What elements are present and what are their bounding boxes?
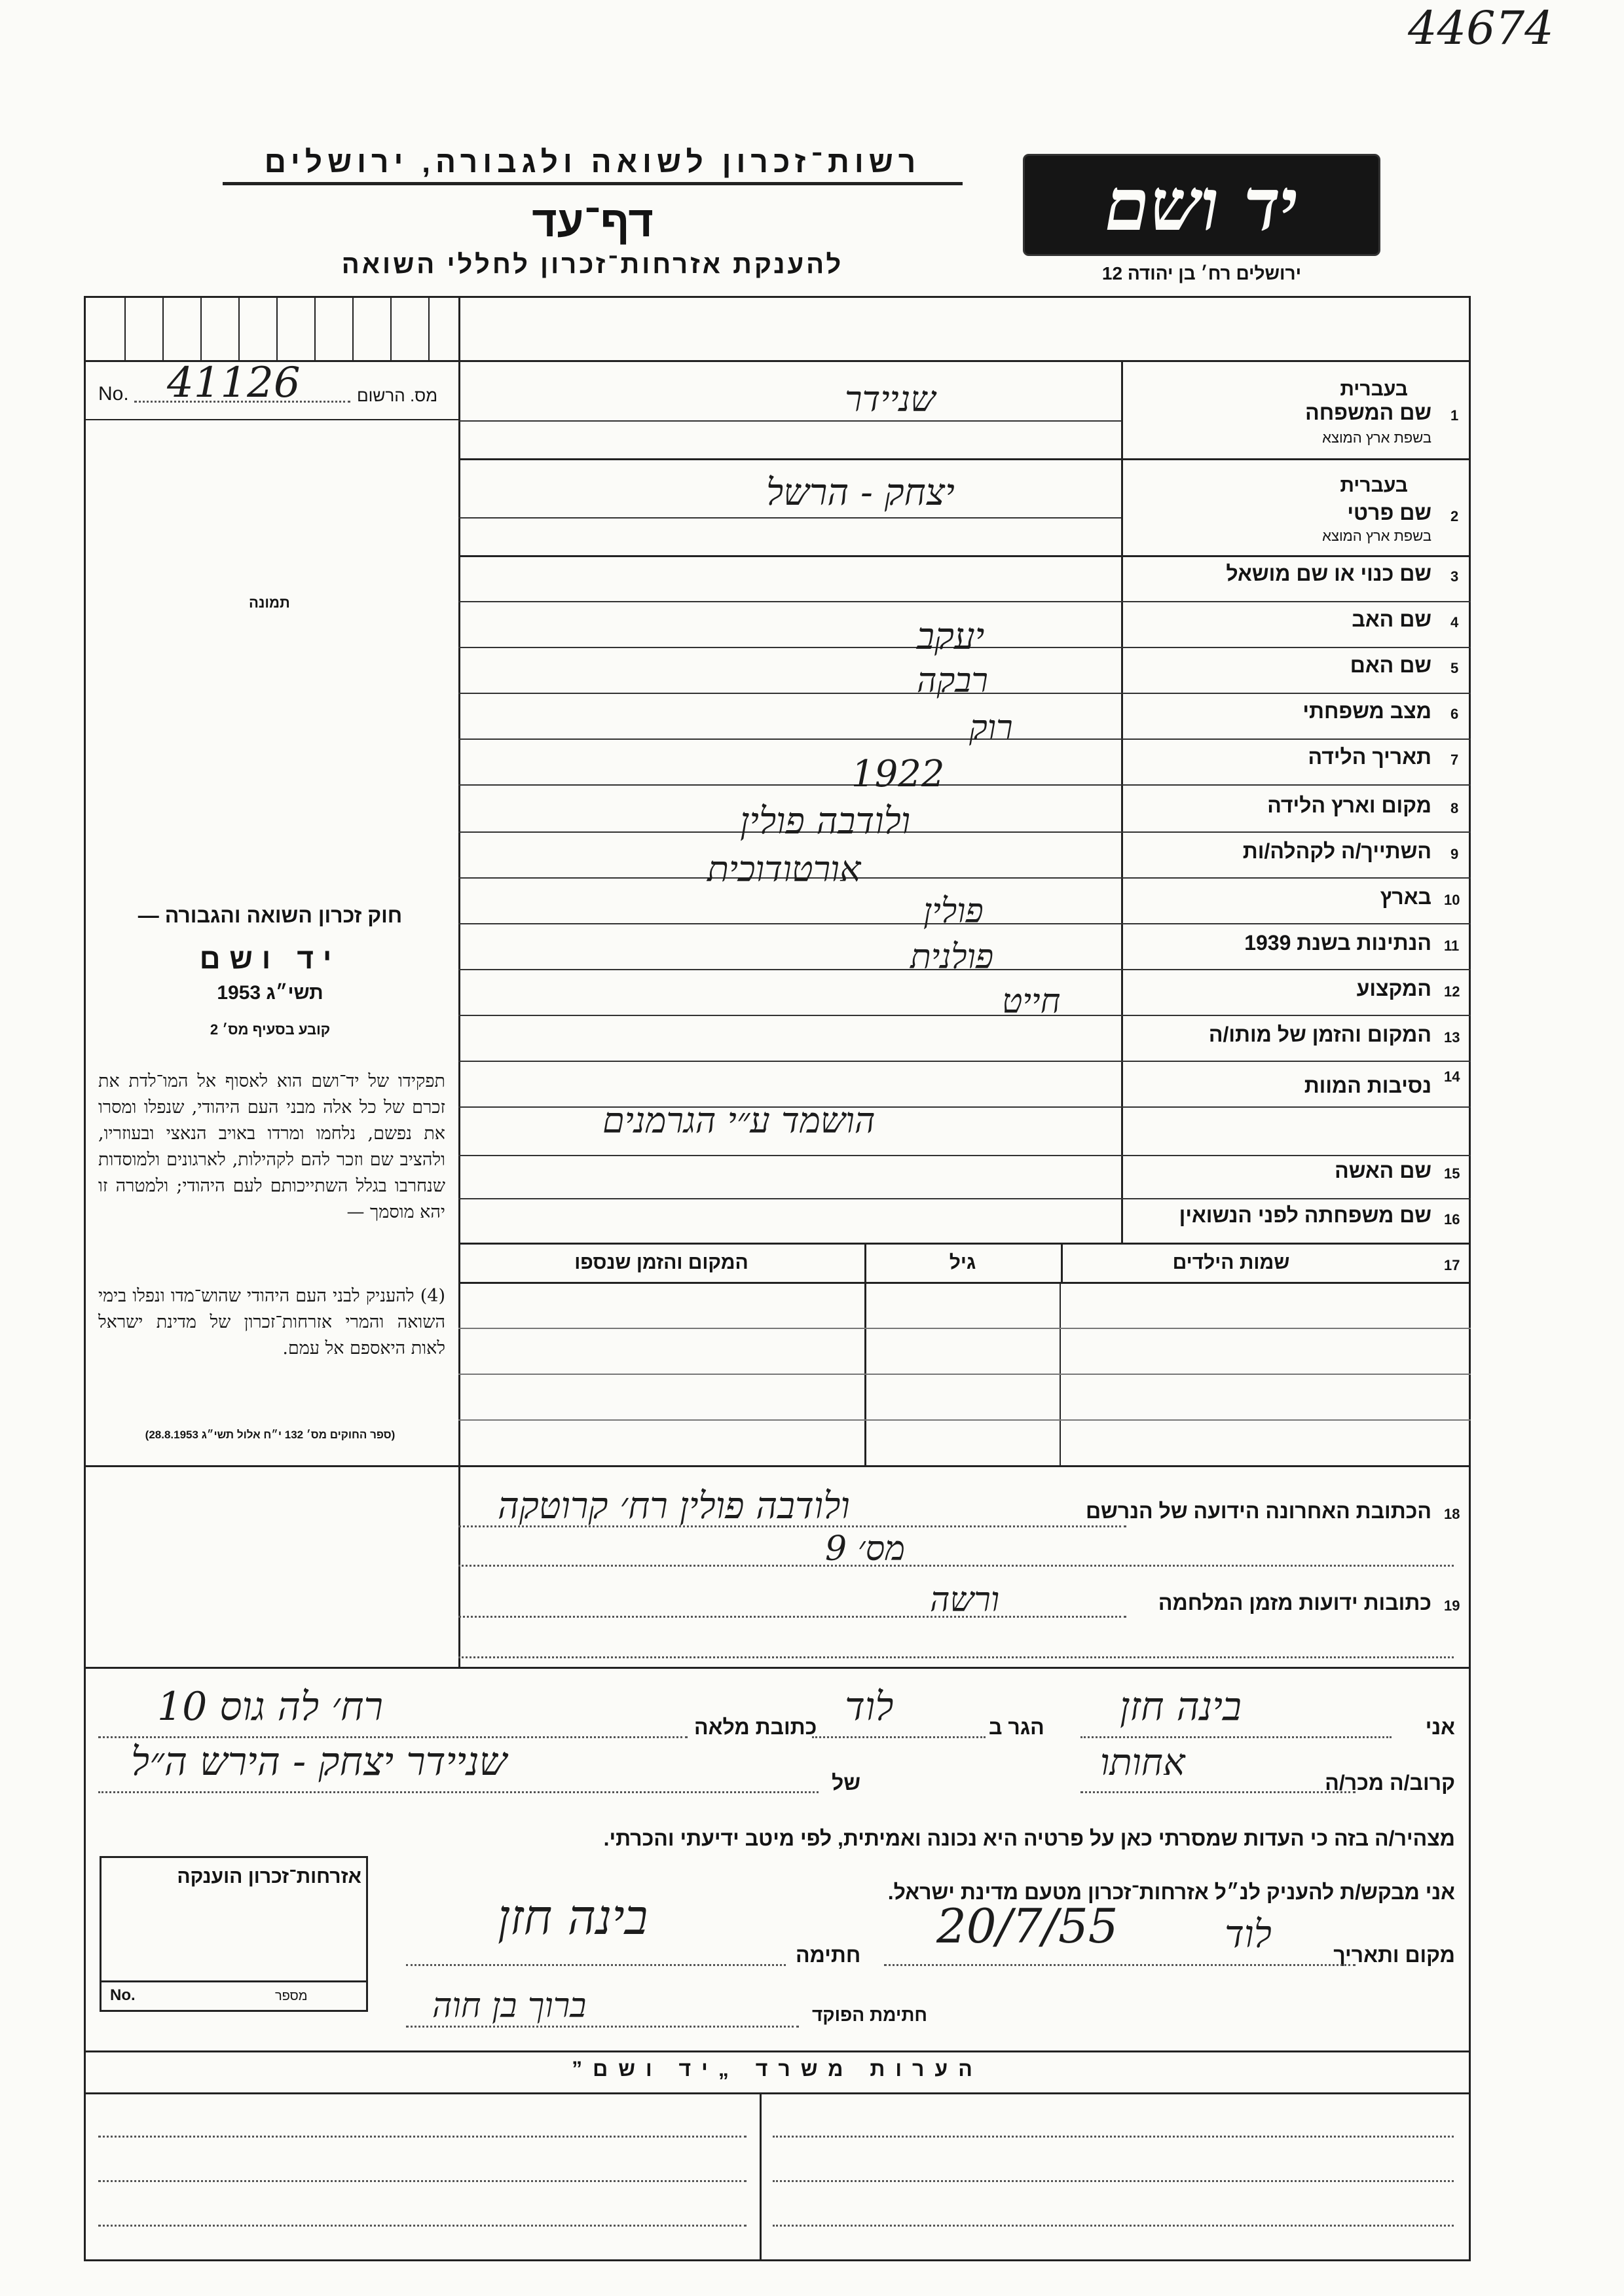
children-col-names: שמות הילדים — [1172, 1252, 1290, 1273]
declarant-relation: אחותו — [1100, 1741, 1185, 1784]
field-18-number: 18 — [1444, 1506, 1460, 1522]
field-7-value: 1922 — [851, 753, 945, 795]
field-10-label: בארץ — [1380, 885, 1431, 909]
children-number: 17 — [1444, 1257, 1460, 1273]
field-10-value: פולין — [923, 892, 984, 931]
field-19-label: כתובות ידועות מזמן המלחמה — [1158, 1591, 1431, 1614]
citizenship-number-label: מספר — [275, 1989, 308, 2003]
field-2-number: 2 — [1450, 508, 1459, 524]
place-date-label: מקום ותאריך — [1333, 1943, 1455, 1967]
field-13-number: 13 — [1444, 1029, 1460, 1046]
declaration-request: אני מבקש/ת להעניק לנ״ל אזרחות־זכרון מטעם מדינת ישראל. — [887, 1880, 1455, 1904]
field-18-value: ולודבה פולין רח׳ קרוטקה — [498, 1485, 850, 1527]
logo-address: ירושלים רח׳ בן יהודה 12 — [1101, 263, 1302, 283]
law-citation: (ספר החוקים מס׳ 132 י״ח אלול תשי״ג 28.8.1953) — [145, 1429, 396, 1441]
field-7-number: 7 — [1450, 752, 1459, 768]
field-4-value: יעקב — [917, 615, 985, 658]
field-14-number: 14 — [1444, 1068, 1460, 1085]
field-2-label: שם פרטי — [1347, 501, 1431, 524]
field-11-label: הנתינות בשנת 1939 — [1244, 931, 1431, 955]
field-9-label: השתייך/ה לקהלה/ות — [1242, 839, 1431, 863]
field-2-sub-bottom: בשפת ארץ המוצא — [1322, 528, 1431, 544]
field-19-value: ורשה — [930, 1580, 1000, 1620]
field-13-label: המקום והזמן של מותו/ה — [1208, 1023, 1431, 1046]
form-title: דף־עד — [532, 197, 654, 246]
law-clause: קובע בסעיף מס׳ 2 — [210, 1021, 331, 1038]
declaration-hagar-label: הגר ב — [989, 1715, 1044, 1739]
field-4-label: שם האב — [1352, 608, 1431, 631]
photo-label: תמונה — [249, 594, 290, 611]
law-paragraph-1: תפקידו של יד־ושם הוא לאסוף אל המו־לדת את זכרם של כל אלה מבני העם היהודי, שנפלו ומסרו את נפשם, נלחמו ומרדו באויב הנאצי ובעוזריו, ולהציב שם וזכר להם לקהילות, לארגונים ולמוסדות שנחרבו בגלל השתייכותם לעם היהודי; ולמטרה זו יהא מוסמך — — [98, 1071, 445, 1222]
citizenship-box-title: אזרחות־זכרון הוענקה — [177, 1866, 361, 1887]
registration-number: 41126 — [167, 359, 301, 407]
registration-label: מס. הרשום — [357, 386, 438, 405]
field-15-label: שם האשה — [1335, 1159, 1431, 1182]
field-12-number: 12 — [1444, 983, 1460, 1000]
law-year: תשי״ג 1953 — [217, 982, 323, 1004]
field-9-value: אורטודוכית — [707, 848, 861, 890]
field-14-label: נסיבות המוות — [1304, 1074, 1431, 1097]
notes-title: הערות משרד „יד ושם” — [572, 2057, 983, 2081]
registration-no-label: No. — [98, 383, 129, 405]
children-col-age: גיל — [949, 1252, 976, 1273]
field-1-label: שם המשפחה — [1305, 401, 1431, 424]
field-2-value: יצחק - הרשל — [766, 471, 955, 514]
field-8-number: 8 — [1450, 800, 1459, 816]
field-6-number: 6 — [1450, 706, 1459, 722]
field-4-number: 4 — [1450, 614, 1459, 630]
field-16-number: 16 — [1444, 1211, 1460, 1228]
field-15-number: 15 — [1444, 1165, 1460, 1182]
field-16-label: שם משפחתה לפני הנשואין — [1179, 1203, 1431, 1227]
declarant-signature: בינה חזן — [498, 1889, 648, 1946]
declarant-name: בינה חזן — [1120, 1684, 1242, 1730]
field-5-value: רבקה — [917, 661, 988, 701]
declaration-subject: שניידר יצחק - הירש ה״ל — [131, 1739, 507, 1785]
field-10-number: 10 — [1444, 892, 1460, 908]
declaration-shel-label: של — [832, 1771, 861, 1795]
declaration-statement: מצהיר/ה בזה כי העדות שמסרתי כאן על פרטיה היא נכונה ואמיתית, לפי מיטב ידיעתי והכרתי. — [603, 1827, 1455, 1850]
field-8-label: מקום וארץ הלידה — [1267, 793, 1431, 817]
field-19-number: 19 — [1444, 1597, 1460, 1614]
declarant-city: לוד — [845, 1684, 894, 1730]
yad-vashem-logo — [1025, 156, 1378, 254]
field-1-sub-bottom: בשפת ארץ המוצא — [1322, 429, 1431, 446]
field-1-sub-top: בעברית — [1340, 378, 1408, 400]
field-7-label: תאריך הלידה — [1308, 745, 1431, 769]
form-subtitle: להענקת אזרחות־זכרון לחללי השואה — [341, 250, 844, 279]
field-5-number: 5 — [1450, 660, 1459, 676]
field-18-value-2: מס׳ 9 — [825, 1529, 906, 1569]
field-9-number: 9 — [1450, 846, 1459, 862]
field-6-value: רוק — [969, 708, 1013, 748]
authority-name: רשות־זכרון לשואה ולגבורה, ירושלים — [223, 144, 963, 185]
signature-label: חתימה — [796, 1943, 861, 1967]
law-paragraph-2: (4) להעניק לבני העם היהודי שהוש־מדו ונפלו בימי השואה והמרי אזרחות־זכרון של מדינת ישראל לאות היאספם אל עמם. — [98, 1286, 445, 1358]
field-3-number: 3 — [1450, 568, 1459, 585]
field-18-label: הכתובת האחרונה הידועה של הנרשם — [1085, 1499, 1431, 1523]
law-title: חוק זכרון השואה והגבורה — — [138, 903, 403, 927]
field-8-value: ולודבה פולין — [740, 800, 911, 843]
field-14-value: הושמד ע״י הגרמנים — [602, 1100, 876, 1141]
law-name: יד ושם — [199, 943, 341, 975]
field-12-label: המקצוע — [1356, 977, 1431, 1000]
field-11-value: פולנית — [910, 938, 994, 977]
field-1-number: 1 — [1450, 407, 1459, 424]
citizenship-no-label: No. — [110, 1986, 136, 2004]
declaration-ani: אני — [1425, 1715, 1455, 1739]
field-2-sub-top: בעברית — [1340, 475, 1408, 496]
field-1-value: שניידר — [845, 378, 936, 420]
officer-signature-label: חתימת הפוקד — [812, 2005, 928, 2025]
field-11-number: 11 — [1444, 938, 1460, 954]
declaration-relative-label: קרוב/ה מכר/ה — [1325, 1771, 1455, 1795]
archive-number: 44674 — [1408, 1, 1554, 55]
field-6-label: מצב משפחתי — [1302, 699, 1431, 723]
field-5-label: שם האם — [1350, 653, 1431, 677]
declaration-address-label: כתובת מלאה — [694, 1715, 817, 1739]
field-12-value: חייט — [1002, 982, 1061, 1021]
children-col-place: המקום והזמן שנספו — [574, 1252, 748, 1273]
declarant-address: רח׳ לה גוס 10 — [157, 1684, 383, 1730]
declaration-date: 20/7/55 — [936, 1899, 1118, 1954]
declaration-place: לוד — [1225, 1912, 1272, 1956]
officer-signature: ברוך בן חוה — [432, 1986, 587, 2026]
field-3-label: שם כנוי או שם מושאל — [1226, 562, 1431, 585]
logo-text: יד ושם — [1098, 162, 1306, 247]
